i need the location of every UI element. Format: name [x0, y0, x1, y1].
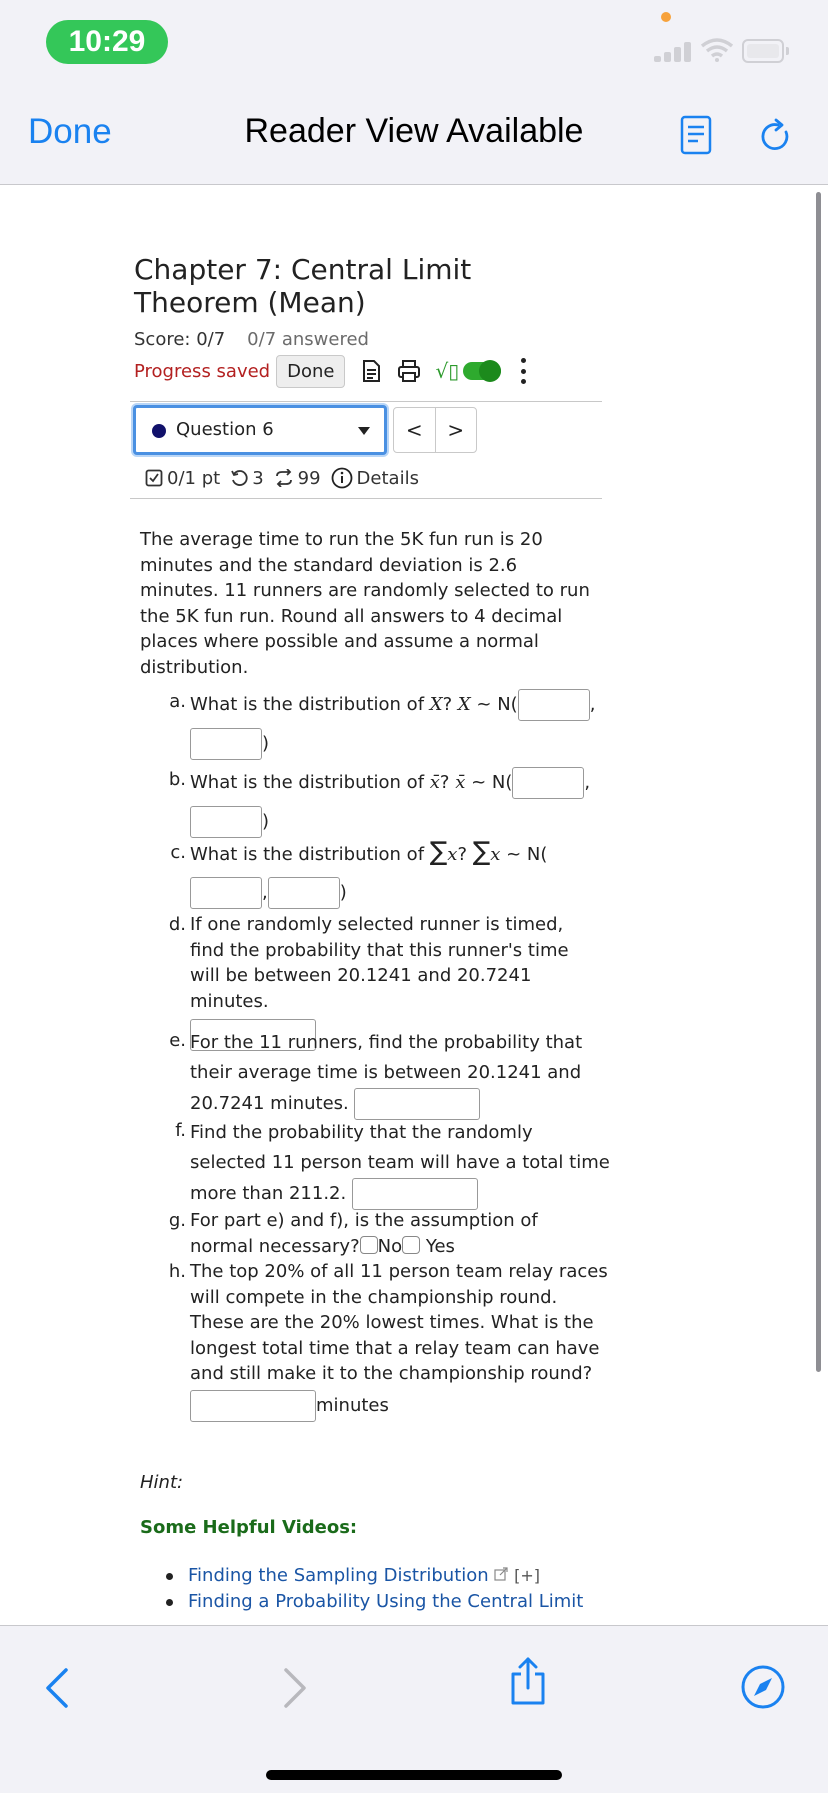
more-options-icon[interactable] — [521, 358, 527, 384]
hint-label: Hint: — [140, 1472, 184, 1493]
question-text: The average time to run the 5K fun run is 20 minutes and the standard deviation is 2.6 minutes. 11 runners are randomly selected to run the 5K fun run. Round all answers to 4 decimal places where possible and assume a normal distribution. — [140, 529, 590, 678]
progress-status: Progress saved — [134, 360, 271, 382]
reload-icon[interactable] — [758, 118, 794, 154]
battery-icon — [742, 39, 784, 63]
print-icon[interactable] — [397, 359, 421, 383]
dist-prefix: ~ N( — [500, 844, 548, 865]
part-letter: g. — [168, 1210, 186, 1231]
videos-list — [166, 1563, 636, 1614]
answered-count: 0/7 answered — [247, 329, 369, 350]
question-selector-label: Question 6 — [176, 419, 274, 440]
math-entry-icon[interactable]: √▯ — [435, 359, 460, 383]
option-yes-label: Yes — [425, 1235, 455, 1257]
math-var: X — [429, 694, 443, 715]
videos-title: Some Helpful Videos: — [140, 1517, 358, 1538]
part-f-prompt: Find the probability that the randomly selected 11 person team will have a total time more than 211.2. — [190, 1122, 610, 1204]
wifi-icon — [700, 38, 734, 62]
assignment-toolbar — [134, 353, 527, 389]
browser-nav-bar — [0, 90, 828, 185]
close-paren: ) — [262, 733, 270, 754]
close-paren: ) — [262, 811, 270, 832]
part-f-input[interactable] — [352, 1178, 478, 1210]
score-text: Score: 0/7 — [134, 329, 226, 350]
privacy-indicator-dot — [661, 12, 671, 22]
status-bar — [0, 0, 828, 90]
list-item[interactable] — [166, 1589, 636, 1615]
done-button[interactable]: Done — [28, 112, 112, 151]
part-g-prompt: For part e) and f), is the assumption of normal necessary? — [190, 1210, 538, 1257]
part-c-prompt: What is the distribution of — [190, 844, 430, 865]
question-status-dot-icon — [152, 424, 166, 438]
details-link[interactable] — [331, 467, 419, 489]
divider — [130, 498, 602, 499]
status-time: 10:29 — [46, 20, 168, 64]
part-b-text — [190, 767, 610, 837]
attempts-count: 99 — [297, 467, 321, 489]
part-a-text — [190, 689, 610, 759]
close-paren: ) — [339, 881, 347, 903]
notes-icon[interactable] — [359, 359, 383, 383]
next-question-button[interactable]: > — [435, 408, 477, 452]
option-no-checkbox[interactable] — [360, 1236, 378, 1254]
nav-title: Reader View Available — [244, 112, 584, 150]
math-var: x — [490, 844, 501, 865]
info-icon — [331, 467, 353, 489]
part-c-text — [190, 837, 610, 908]
attempts-icon — [274, 469, 294, 487]
retries-info — [230, 468, 263, 489]
share-icon[interactable] — [508, 1656, 548, 1706]
part-h-prompt: The top 20% of all 11 person team relay races will compete in the championship round. These are the 20% lowest times. What is the longest total time that a relay team can have and still make it to the championship round? — [190, 1261, 608, 1384]
unit-label: minutes — [316, 1394, 389, 1416]
retries-count: 3 — [252, 467, 264, 489]
points-info — [145, 468, 220, 489]
question-meta — [145, 467, 429, 489]
scrollbar[interactable] — [816, 192, 821, 1372]
math-q: ? — [442, 694, 458, 715]
part-e-input[interactable] — [354, 1088, 480, 1120]
part-c-sd-input[interactable] — [268, 877, 340, 909]
part-letter: a. — [169, 691, 186, 712]
dist-prefix: ~ N( — [465, 772, 513, 793]
math-var: x — [447, 844, 458, 865]
option-yes-checkbox[interactable] — [402, 1236, 420, 1254]
comma: , — [584, 772, 591, 793]
part-letter: f. — [175, 1120, 186, 1141]
part-b-sd-input[interactable] — [190, 806, 262, 838]
list-item[interactable] — [166, 1563, 636, 1589]
back-icon[interactable] — [44, 1666, 70, 1710]
sum-symbol: ∑ — [472, 837, 491, 867]
part-a-sd-input[interactable] — [190, 728, 262, 760]
part-g-text — [190, 1208, 600, 1259]
assignment-done-button[interactable]: Done — [276, 355, 345, 388]
checkbox-icon — [145, 469, 163, 487]
part-d-prompt: If one randomly selected runner is timed, find the probability that this runner's time will be between 20.1241 and 20.7241 minutes. — [190, 914, 569, 1012]
cellular-signal-icon — [654, 42, 696, 62]
math-var: x̄ — [429, 772, 440, 793]
retry-icon — [230, 469, 248, 487]
compass-icon[interactable] — [740, 1664, 786, 1710]
video-link[interactable]: Finding a Probability Using the Central Limit — [188, 1590, 584, 1612]
part-a-prompt: What is the distribution of — [190, 694, 430, 715]
details-label: Details — [356, 467, 419, 489]
math-q: ? — [457, 844, 473, 865]
part-letter: d. — [168, 914, 186, 935]
external-link-icon — [494, 1567, 508, 1581]
page-content — [0, 185, 828, 1625]
expand-video-button[interactable]: [+] — [514, 1566, 541, 1585]
part-letter: c. — [170, 842, 186, 863]
comma: , — [589, 694, 596, 715]
attempts-info — [274, 468, 321, 489]
part-a-mean-input[interactable] — [518, 689, 590, 721]
part-c-mean-input[interactable] — [190, 877, 262, 909]
part-letter: h. — [168, 1261, 186, 1282]
dist-prefix: ~ N( — [470, 694, 518, 715]
video-link[interactable]: Finding the Sampling Distribution — [188, 1565, 489, 1586]
reader-icon[interactable] — [680, 115, 712, 155]
comma: , — [262, 881, 268, 903]
part-h-input[interactable] — [190, 1390, 316, 1422]
part-b-prompt: What is the distribution of — [190, 772, 430, 793]
part-e-text — [190, 1028, 590, 1120]
divider — [130, 401, 602, 402]
math-var: X — [457, 694, 471, 715]
prev-question-button[interactable]: < — [405, 418, 423, 442]
points-text: 0/1 pt — [167, 467, 221, 489]
part-h-text — [190, 1259, 610, 1422]
part-b-mean-input[interactable] — [512, 767, 584, 799]
sum-symbol: ∑ — [429, 837, 448, 867]
forward-icon — [282, 1666, 308, 1710]
part-letter: b. — [168, 769, 186, 790]
question-selector[interactable] — [133, 405, 387, 455]
math-entry-toggle[interactable] — [463, 362, 501, 380]
caret-down-icon — [358, 427, 370, 435]
question-nav — [393, 407, 477, 453]
part-f-text — [190, 1118, 610, 1210]
math-q: ? — [439, 772, 456, 793]
part-e-prompt: For the 11 runners, find the probability that their average time is between 20.1241 and 20.7241 minutes. — [190, 1032, 583, 1114]
option-no-label: No — [377, 1235, 403, 1257]
home-indicator — [266, 1770, 562, 1780]
math-var: x̄ — [455, 772, 466, 793]
part-letter: e. — [169, 1030, 186, 1051]
score-row — [134, 329, 369, 350]
page-title: Chapter 7: Central Limit Theorem (Mean) — [134, 253, 472, 319]
browser-toolbar — [0, 1625, 828, 1793]
